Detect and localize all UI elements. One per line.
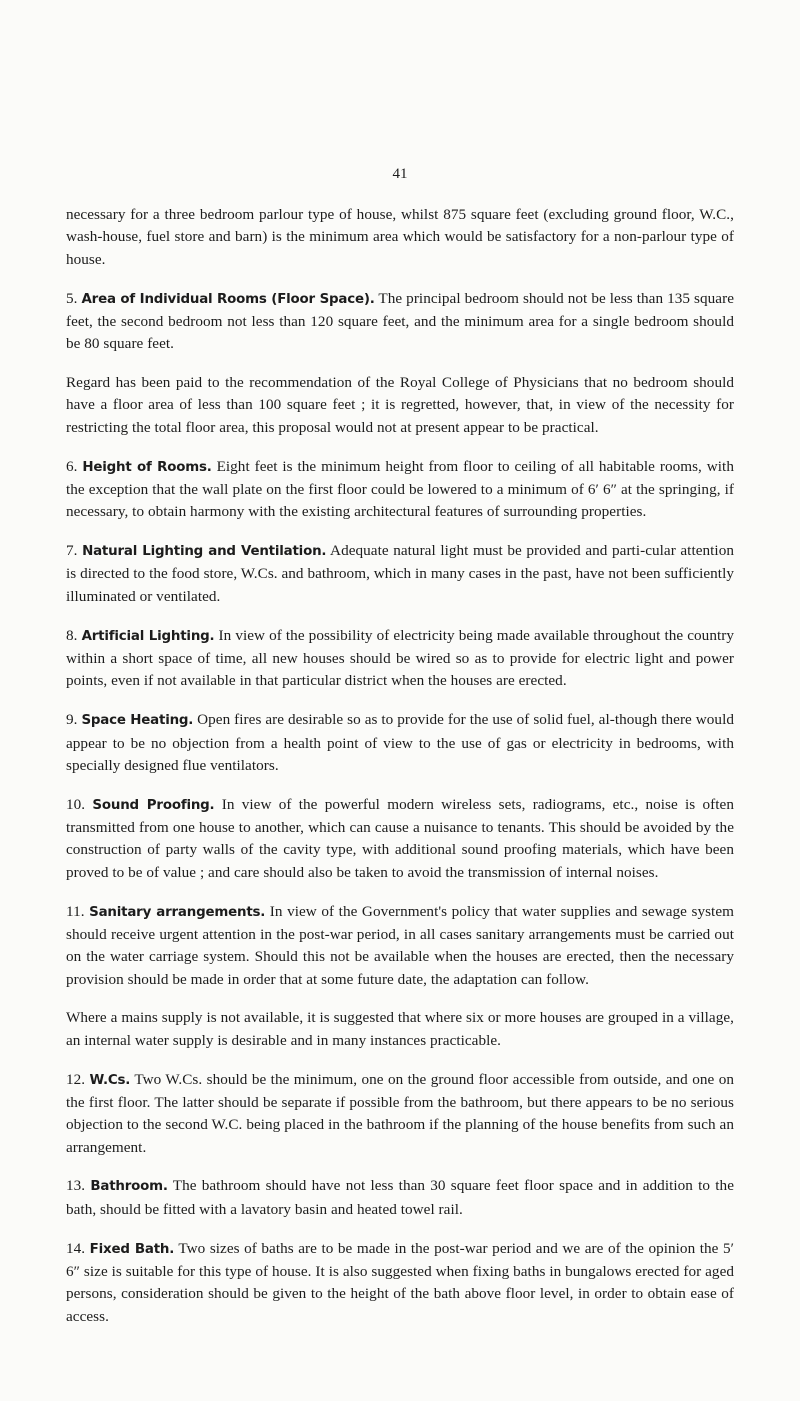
paragraph-text: Open fires are desirable so as to provide for the use of solid fuel, al-though there would appear to be no objection from a health point of view to the use of gas or electricity in bedrooms, with specially designed flue ventilators.	[66, 711, 734, 774]
paragraph-text: In view of the powerful modern wireless sets, radiograms, etc., noise is often transmitted from one house to another, which can cause a nuisance to tenants. This should be avoided by the construction of party walls of the cavity type, with additional sound proofing materials, which have been proved to be of value ; and care should also be taken to avoid the transmission of internal noises.	[66, 795, 734, 881]
paragraph-heading: Bathroom.	[90, 1179, 168, 1195]
paragraph-heading: Sanitary arrangements.	[89, 904, 266, 920]
paragraph-7	[66, 540, 734, 608]
paragraph-6	[66, 456, 734, 524]
paragraph-number: 8.	[66, 626, 78, 644]
paragraph-8	[66, 625, 734, 693]
paragraph-9	[66, 709, 734, 777]
paragraph-text: The bathroom should have not less than 30 square feet floor space and in addition to the bath, should be fitted with a lavatory basin and heated towel rail.	[66, 1177, 734, 1218]
paragraph-heading: Sound Proofing.	[92, 797, 215, 813]
paragraph-number: 13.	[66, 1177, 86, 1195]
paragraph-number: 7.	[66, 542, 78, 560]
paragraph-heading: Artificial Lighting.	[81, 628, 215, 644]
paragraph-number: 9.	[66, 711, 78, 729]
paragraph-text: Two W.Cs. should be the minimum, one on the ground floor accessible from outside, and one on the first floor. The latter should be separate if possible from the bathroom, but there appears to be no serious objection to the second W.C. being placed in the bathroom if the planning of the house benefits from such an arrangement.	[66, 1070, 734, 1156]
paragraph-number: 6.	[66, 457, 78, 475]
paragraph-10	[66, 794, 734, 885]
paragraph-heading: Space Heating.	[81, 713, 194, 729]
paragraph-number: 11.	[66, 902, 85, 920]
paragraph-heading: W.Cs.	[89, 1072, 131, 1088]
paragraph-number: 10.	[66, 795, 86, 813]
paragraph-heading: Area of Individual Rooms (Floor Space).	[81, 291, 375, 307]
paragraph-11	[66, 901, 734, 992]
paragraph-number: 14.	[66, 1239, 86, 1257]
paragraph-text: Two sizes of baths are to be made in the post-war period and we are of the opinion the 5′ 6″ size is suitable for this type of house. It is also suggested when fixing baths in bungalows erected for aged persons, consideration should be given to the height of the bath above floor level, in order to obtain ease of access.	[66, 1239, 734, 1325]
paragraph-11-continued	[66, 1007, 734, 1052]
paragraph-text: Where a mains supply is not available, it is suggested that where six or more houses are grouped in a village, an internal water supply is desirable and in many instances practicable.	[66, 1009, 734, 1049]
paragraph-text: In view of the Government's policy that water supplies and sewage system should receive urgent attention in the post-war period, in all cases sanitary arrangements must be carried out on the water carriage system. Should this not be available when the houses are erected, then the necessary provision should be made in order that at some future date, the adaptation can follow.	[66, 902, 734, 988]
paragraph-5-continued	[66, 372, 734, 439]
paragraph-5	[66, 288, 734, 356]
paragraph-14	[66, 1238, 734, 1329]
paragraph-number: 5.	[66, 289, 78, 307]
paragraph-heading: Fixed Bath.	[89, 1241, 175, 1257]
paragraph-number: 12.	[66, 1070, 86, 1088]
paragraph-heading: Height of Rooms.	[82, 459, 212, 475]
paragraph-text: In view of the possibility of electricity being made available throughout the country within a short space of time, all new houses should be wired so as to provide for electric light and power points, even if not available in that particular district when the houses are erected.	[66, 626, 734, 690]
paragraph-heading: Natural Lighting and Ventilation.	[82, 544, 327, 560]
paragraph-continuation	[66, 204, 734, 271]
paragraph-text: Regard has been paid to the recommendation of the Royal College of Physicians that no bedroom should have a floor area of less than 100 square feet ; it is regretted, however, that, in view of the necessity for restricting the total floor area, this proposal would not at present appear to be practical.	[66, 374, 734, 436]
paragraph-text: necessary for a three bedroom parlour type of house, whilst 875 square feet (excluding ground floor, W.C., wash-house, fuel store and barn) is the minimum area which would be satisfactory for a non-parlour type of house.	[66, 206, 734, 268]
body-text	[66, 204, 734, 1345]
paragraph-13	[66, 1175, 734, 1221]
paragraph-text: Eight feet is the minimum height from floor to ceiling of all habitable rooms, with the exception that the wall plate on the first floor could be lowered to a minimum of 6′ 6″ at the springing, if necessary, to obtain harmony with the existing architectural features of surrounding properties.	[66, 457, 734, 521]
paragraph-text: The principal bedroom should not be less than 135 square feet, the second bedroom not less than 120 square feet, and the minimum area for a single bedroom should be 80 square feet.	[66, 289, 734, 353]
page-number: 41	[392, 166, 408, 182]
paragraph-12	[66, 1069, 734, 1160]
paragraph-text: Adequate natural light must be provided and parti-cular attention is directed to the food store, W.Cs. and bathroom, which in many cases in the past, have not been sufficiently illuminated or ventilated.	[66, 542, 734, 605]
